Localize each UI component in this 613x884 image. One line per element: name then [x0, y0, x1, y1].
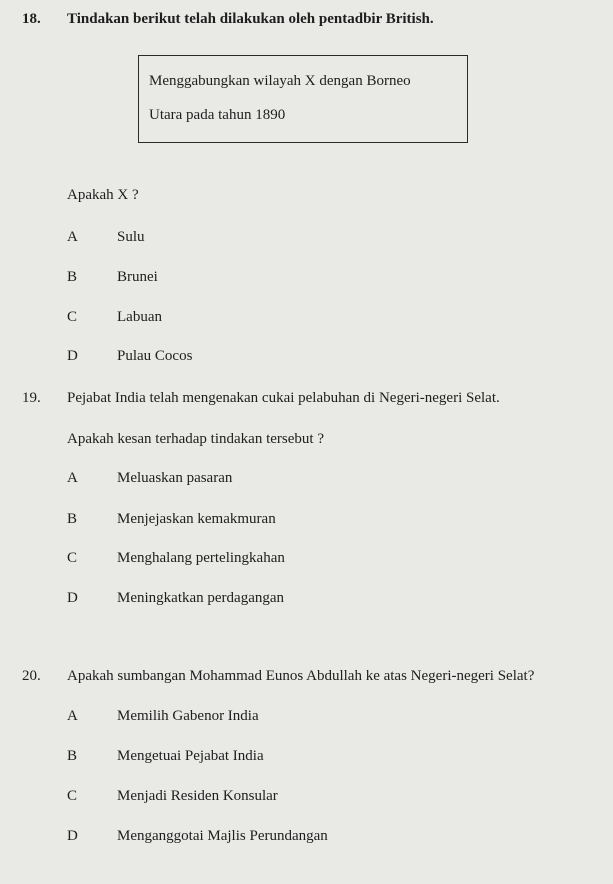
question-number: 18. [22, 11, 41, 27]
option-letter: D [67, 828, 78, 844]
option-text: Meluaskan pasaran [117, 470, 233, 486]
info-box [138, 55, 468, 143]
option-letter: A [67, 470, 78, 486]
option-text: Menghalang pertelingkahan [117, 550, 285, 566]
option-text: Meningkatkan perdagangan [117, 590, 285, 606]
question-stem: Apakah sumbangan Mohammad Eunos Abdullah ke atas Negeri-negeri Selat? [67, 668, 535, 684]
info-box-line-2: Utara pada tahun 1890 [149, 107, 286, 123]
option-text: Mengetuai Pejabat India [117, 748, 264, 764]
option-letter: A [67, 229, 78, 245]
question-number: 20. [22, 668, 41, 684]
option-text: Labuan [117, 309, 162, 325]
option-text: Memilih Gabenor India [117, 708, 259, 724]
option-letter: B [67, 269, 78, 285]
question-prompt: Apakah X ? [67, 187, 139, 203]
option-letter: D [67, 590, 78, 606]
question-stem: Tindakan berikut telah dilakukan oleh pentadbir British. [67, 11, 434, 27]
option-letter: C [67, 550, 78, 566]
info-box-line-1: Menggabungkan wilayah X dengan Borneo [149, 73, 411, 89]
option-text: Menjadi Residen Konsular [117, 788, 278, 804]
option-letter: A [67, 708, 78, 724]
option-text: Pulau Cocos [117, 348, 193, 364]
option-letter: B [67, 511, 78, 527]
option-text: Menganggotai Majlis Perundangan [117, 828, 328, 844]
option-letter: D [67, 348, 78, 364]
question-stem: Pejabat India telah mengenakan cukai pelabuhan di Negeri-negeri Selat. [67, 390, 500, 406]
option-letter: C [67, 309, 78, 325]
option-letter: B [67, 748, 78, 764]
option-text: Sulu [117, 229, 145, 245]
option-text: Brunei [117, 269, 158, 285]
option-letter: C [67, 788, 78, 804]
question-number: 19. [22, 390, 41, 406]
question-prompt: Apakah kesan terhadap tindakan tersebut ? [67, 431, 324, 447]
option-text: Menjejaskan kemakmuran [117, 511, 276, 527]
